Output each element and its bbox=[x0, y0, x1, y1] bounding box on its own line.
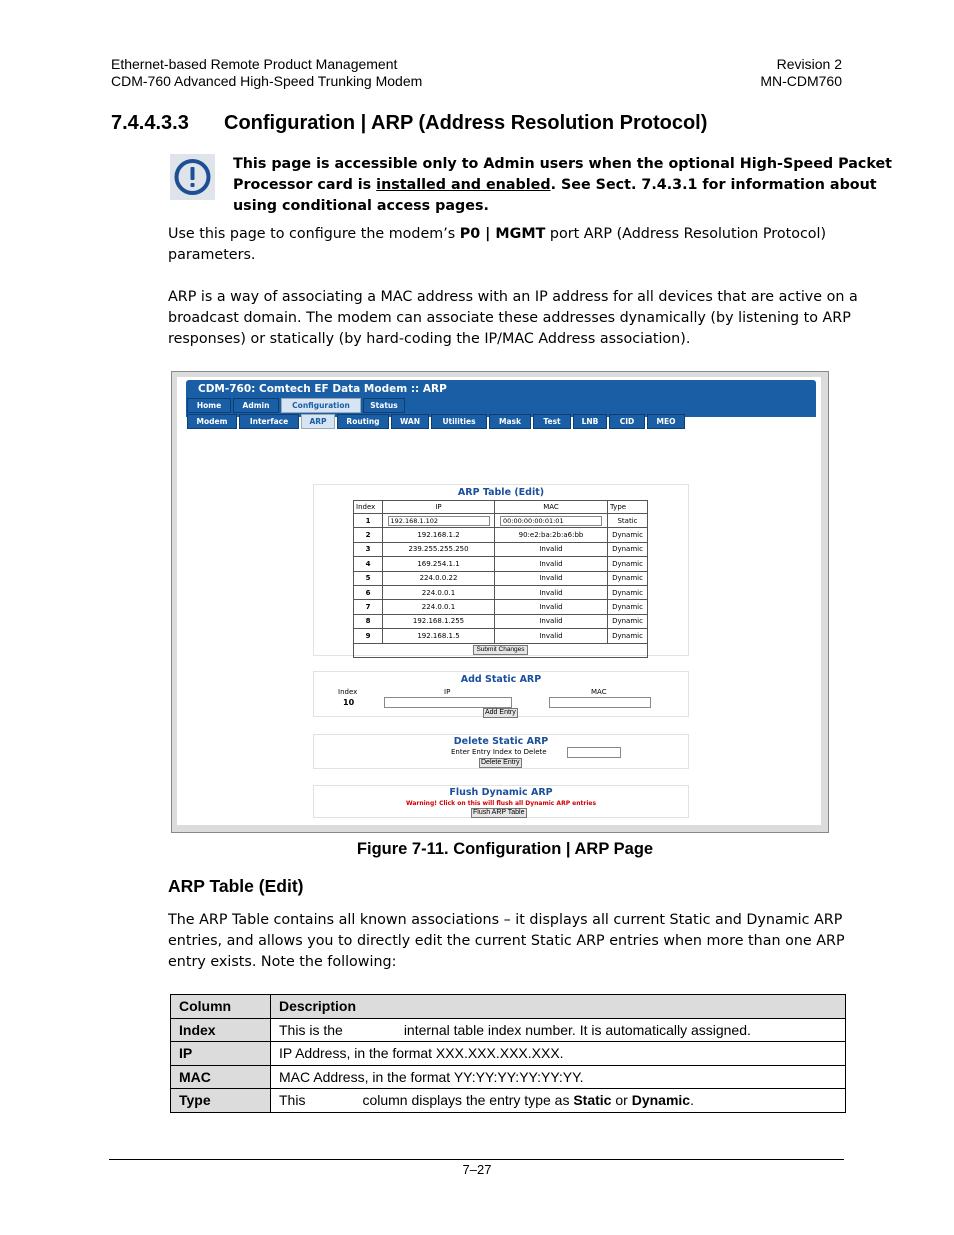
add-mac-input[interactable] bbox=[549, 697, 651, 708]
subtab-mask[interactable]: Mask bbox=[489, 414, 531, 429]
subtab-cid[interactable]: CID bbox=[609, 414, 645, 429]
row-description: This column displays the entry type as Static or Dynamic. bbox=[271, 1089, 846, 1113]
table-row bbox=[354, 514, 648, 528]
row-mac: Invalid bbox=[495, 585, 608, 599]
flush-arp-table-button[interactable]: Flush ARP Table bbox=[473, 809, 525, 816]
delete-index-input[interactable] bbox=[567, 747, 621, 758]
intro-p1-line1: Use this page to configure the modem’s P0 | MGMT port ARP (Address Resolution Protocol) bbox=[168, 226, 827, 242]
arp-table-title: ARP Table (Edit) bbox=[457, 487, 545, 498]
row-ip: 224.0.0.22 bbox=[383, 571, 495, 585]
table-row bbox=[354, 557, 648, 571]
table-row bbox=[171, 1018, 846, 1042]
row-mac: Invalid bbox=[495, 557, 608, 571]
subtab-routing[interactable]: Routing bbox=[337, 414, 389, 429]
add-mac-label: MAC bbox=[591, 688, 607, 696]
col-ip-header: IP bbox=[383, 501, 495, 514]
table-row bbox=[171, 1042, 846, 1066]
arp-table bbox=[353, 500, 648, 658]
row-ip: 224.0.0.1 bbox=[383, 600, 495, 614]
row-description: MAC Address, in the format YY:YY:YY:YY:YY:YY. bbox=[271, 1065, 846, 1089]
header-left-line1: Ethernet-based Remote Product Management bbox=[111, 56, 398, 72]
page-number: 7–27 bbox=[462, 1162, 492, 1177]
submit-changes-button[interactable]: Submit Changes bbox=[473, 645, 527, 655]
row-column-name: Type bbox=[171, 1089, 271, 1113]
row-column-name: IP bbox=[171, 1042, 271, 1066]
add-index-value: 10 bbox=[343, 698, 355, 707]
footer-rule bbox=[109, 1159, 844, 1160]
delete-index-label: Enter Entry Index to Delete bbox=[451, 748, 547, 756]
add-entry-button[interactable]: Add Entry bbox=[485, 709, 516, 716]
subtab-wan[interactable]: WAN bbox=[391, 414, 429, 429]
arp-table-panel bbox=[313, 484, 689, 656]
header-left-line2: CDM-760 Advanced High-Speed Trunking Modem bbox=[111, 73, 423, 89]
flush-dynamic-title: Flush Dynamic ARP bbox=[449, 787, 553, 798]
note-line3: using conditional access pages. bbox=[233, 198, 489, 214]
tab-home[interactable]: Home bbox=[187, 398, 231, 413]
subsection-title: ARP Table (Edit) bbox=[168, 876, 304, 896]
add-ip-label: IP bbox=[444, 688, 451, 696]
row-type: Dynamic bbox=[608, 600, 648, 614]
row-index: 1 bbox=[354, 514, 383, 528]
row-index: 5 bbox=[354, 571, 383, 585]
intro-p1-line2: parameters. bbox=[168, 247, 256, 263]
flush-warning: Warning! Click on this will flush all Dynamic ARP entries bbox=[405, 800, 597, 807]
tab-admin[interactable]: Admin bbox=[233, 398, 279, 413]
row-ip: 192.168.1.5 bbox=[383, 629, 495, 643]
col-index-header: Index bbox=[354, 501, 383, 514]
row-index: 8 bbox=[354, 614, 383, 628]
header-right-line2: MN-CDM760 bbox=[760, 73, 842, 89]
subtab-arp[interactable]: ARP bbox=[301, 414, 335, 429]
row-index: 3 bbox=[354, 542, 383, 556]
description-header: Description bbox=[271, 995, 846, 1019]
row-type: Dynamic bbox=[608, 629, 648, 643]
delete-static-title: Delete Static ARP bbox=[453, 736, 549, 747]
figure-caption: Figure 7-11. Configuration | ARP Page bbox=[356, 840, 654, 858]
row-type: Dynamic bbox=[608, 571, 648, 585]
column-header: Column bbox=[171, 995, 271, 1019]
row-description: This is the internal table index number. It is automatically assigned. bbox=[271, 1018, 846, 1042]
row-mac: Invalid bbox=[495, 614, 608, 628]
note-line1: This page is accessible only to Admin users when the optional High-Speed Packet bbox=[233, 156, 892, 172]
add-static-title: Add Static ARP bbox=[460, 674, 542, 685]
intro-p2-line1: ARP is a way of associating a MAC address with an IP address for all devices that are active on a bbox=[168, 289, 858, 305]
add-index-label: Index bbox=[338, 688, 358, 696]
table-row bbox=[354, 542, 648, 556]
row-ip: 224.0.0.1 bbox=[383, 585, 495, 599]
row-type: Dynamic bbox=[608, 585, 648, 599]
row-ip: 239.255.255.250 bbox=[383, 542, 495, 556]
flush-dynamic-panel bbox=[313, 785, 689, 818]
table-row bbox=[171, 1065, 846, 1089]
app-title: CDM-760: Comtech EF Data Modem :: ARP bbox=[198, 383, 447, 395]
table-row bbox=[354, 528, 648, 542]
add-ip-input[interactable] bbox=[384, 697, 512, 708]
desc-para-line2: entries, and allows you to directly edit the current Static ARP entries when more than one ARP bbox=[168, 933, 845, 949]
delete-static-panel bbox=[313, 734, 689, 769]
intro-p2-line3: responses) or statically (by hard-coding the IP/MAC Address association). bbox=[168, 331, 691, 347]
row-type: Dynamic bbox=[608, 557, 648, 571]
table-row bbox=[354, 600, 648, 614]
row-index: 6 bbox=[354, 585, 383, 599]
subtab-modem[interactable]: Modem bbox=[187, 414, 237, 429]
add-static-panel bbox=[313, 671, 689, 717]
column-description-table bbox=[170, 994, 846, 1113]
note-line2: Processor card is installed and enabled. See Sect. 7.4.3.1 for information about bbox=[233, 177, 877, 193]
intro-p2-line2: broadcast domain. The modem can associate these addresses dynamically (by listening to ARP bbox=[168, 310, 851, 326]
tab-configuration[interactable]: Configuration bbox=[281, 398, 361, 413]
col-mac-header: MAC bbox=[495, 501, 608, 514]
row-mac: Invalid bbox=[495, 542, 608, 556]
row-index: 4 bbox=[354, 557, 383, 571]
header-right-line1: Revision 2 bbox=[776, 56, 842, 72]
delete-entry-button[interactable]: Delete Entry bbox=[481, 759, 520, 766]
row-mac: 90:e2:ba:2b:a6:bb bbox=[495, 528, 608, 542]
subtab-test[interactable]: Test bbox=[533, 414, 571, 429]
row-type: Dynamic bbox=[608, 542, 648, 556]
row-type: Dynamic bbox=[608, 528, 648, 542]
row-column-name: Index bbox=[171, 1018, 271, 1042]
subtab-meo[interactable]: MEO bbox=[647, 414, 685, 429]
row-mac: Invalid bbox=[495, 629, 608, 643]
section-number: 7.4.4.3.3 bbox=[111, 112, 189, 134]
table-header-row bbox=[171, 995, 846, 1019]
table-row bbox=[171, 1089, 846, 1113]
tab-status[interactable]: Status bbox=[363, 398, 405, 413]
table-row bbox=[354, 614, 648, 628]
arp-page-screenshot bbox=[171, 371, 829, 833]
ip-input[interactable]: 192.168.1.102 bbox=[388, 516, 490, 526]
row-index: 2 bbox=[354, 528, 383, 542]
row-index: 9 bbox=[354, 629, 383, 643]
row-mac: Invalid bbox=[495, 600, 608, 614]
col-type-header: Type bbox=[608, 501, 648, 514]
subtab-utilities[interactable]: Utilities bbox=[431, 414, 487, 429]
desc-para-line1: The ARP Table contains all known associations – it displays all current Static and Dynamic ARP bbox=[168, 912, 843, 928]
row-index: 7 bbox=[354, 600, 383, 614]
row-ip: 169.254.1.1 bbox=[383, 557, 495, 571]
section-title: Configuration | ARP (Address Resolution Protocol) bbox=[224, 112, 708, 134]
subtab-lnb[interactable]: LNB bbox=[573, 414, 607, 429]
row-description: IP Address, in the format XXX.XXX.XXX.XXX. bbox=[271, 1042, 846, 1066]
table-row bbox=[354, 629, 648, 643]
row-type: Static bbox=[608, 514, 648, 528]
row-type: Dynamic bbox=[608, 614, 648, 628]
table-row bbox=[354, 571, 648, 585]
subtab-interface[interactable]: Interface bbox=[239, 414, 299, 429]
row-ip: 192.168.1.2 bbox=[383, 528, 495, 542]
row-column-name: MAC bbox=[171, 1065, 271, 1089]
row-mac: Invalid bbox=[495, 571, 608, 585]
desc-para-line3: entry exists. Note the following: bbox=[168, 954, 397, 970]
row-ip: 192.168.1.255 bbox=[383, 614, 495, 628]
info-exclamation-icon bbox=[170, 154, 215, 200]
mac-input[interactable]: 00:00:00:00:01:01 bbox=[500, 516, 602, 526]
table-row bbox=[354, 585, 648, 599]
